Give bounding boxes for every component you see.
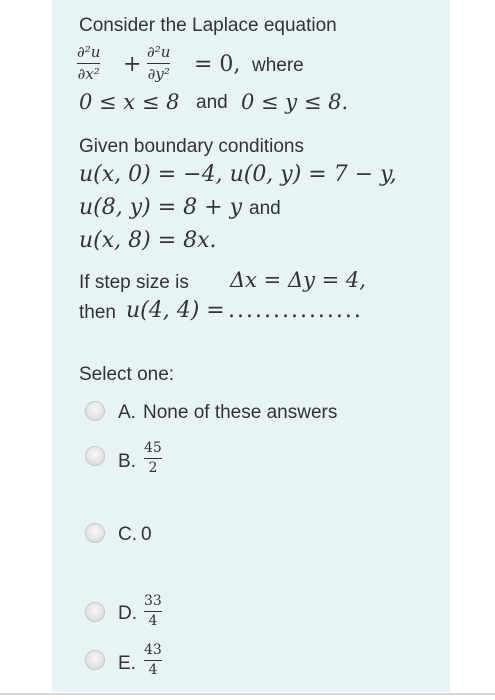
domain-x: 0 ≤ x ≤ 8 xyxy=(79,90,180,114)
fraction-bar xyxy=(77,63,100,64)
option-a-letter[interactable]: A. xyxy=(118,402,136,423)
pde-equals-zero: = 0, xyxy=(194,52,241,77)
option-e-letter[interactable]: E. xyxy=(118,653,136,674)
pde-where: where xyxy=(252,55,304,76)
bc-and: and xyxy=(249,198,281,219)
option-e-denominator: 4 xyxy=(148,662,158,678)
option-c-letter[interactable]: C. xyxy=(118,524,137,545)
option-d-numerator: 33 xyxy=(144,593,162,609)
question-intro: Consider the Laplace equation xyxy=(79,15,337,36)
select-one-label: Select one: xyxy=(79,364,175,385)
option-b-denominator: 2 xyxy=(148,460,158,476)
option-b-fraction[interactable] xyxy=(144,441,162,476)
option-b-numerator: 45 xyxy=(144,440,162,456)
divider xyxy=(0,693,495,695)
option-d-letter[interactable]: D. xyxy=(118,603,137,624)
option-a-text[interactable]: None of these answers xyxy=(143,402,338,423)
bc-line-3: u(x, 8) = 8x. xyxy=(79,228,217,253)
fraction-bar xyxy=(144,660,162,661)
pde-frac1-numerator: ∂²u xyxy=(77,43,101,61)
option-e-fraction[interactable] xyxy=(144,643,162,678)
fraction-bar xyxy=(147,63,170,64)
option-e-radio[interactable] xyxy=(85,650,105,670)
option-a-radio[interactable] xyxy=(85,401,105,421)
domain-and: and xyxy=(196,92,228,113)
pde-plus: + xyxy=(123,52,142,77)
option-d-denominator: 4 xyxy=(148,613,158,629)
bc-line-1: u(x, 0) = −4, u(0, y) = 7 − y, xyxy=(79,162,397,187)
option-e-numerator: 43 xyxy=(144,642,162,658)
option-d-radio[interactable] xyxy=(85,602,105,622)
option-b-letter[interactable]: B. xyxy=(118,451,136,472)
step-size: Δx = Δy = 4, xyxy=(230,268,366,292)
given-text: Given boundary conditions xyxy=(79,136,304,157)
then-expression: u(4, 4) = xyxy=(126,298,225,323)
bc-line-2: u(8, y) = 8 + y xyxy=(79,195,243,220)
then-prefix: then xyxy=(79,302,116,323)
pde-frac1-denominator: ∂x² xyxy=(77,65,100,83)
pde-frac2-numerator: ∂²u xyxy=(147,43,171,61)
fraction-bar xyxy=(144,611,162,612)
step-prefix: If step size is xyxy=(79,272,189,293)
pde-fraction-x xyxy=(77,44,100,83)
option-b-radio[interactable] xyxy=(85,446,105,466)
domain-y: 0 ≤ y ≤ 8. xyxy=(241,90,349,114)
option-c-text[interactable]: 0 xyxy=(141,524,152,545)
answer-blank: ............... xyxy=(228,298,363,323)
option-d-fraction[interactable] xyxy=(144,594,162,629)
pde-fraction-y xyxy=(147,44,170,83)
pde-frac2-denominator: ∂y² xyxy=(147,65,170,83)
option-c-radio[interactable] xyxy=(85,523,105,543)
fraction-bar xyxy=(144,458,162,459)
